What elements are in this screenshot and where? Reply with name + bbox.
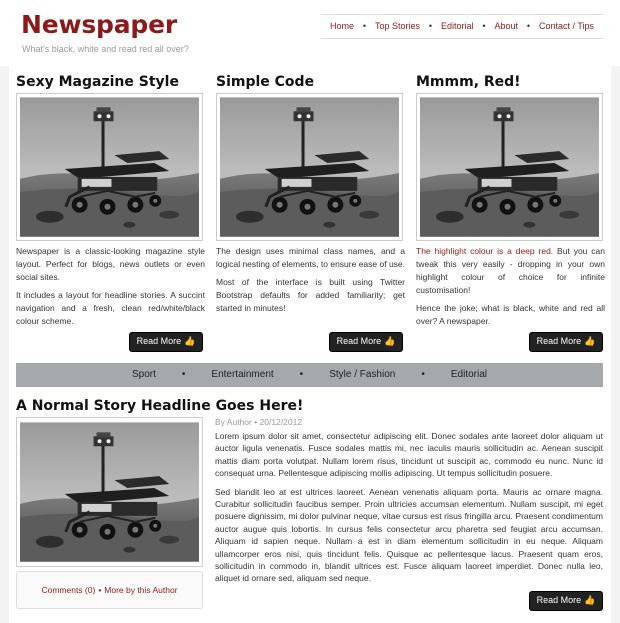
story-image[interactable] — [16, 417, 203, 567]
read-more-button[interactable] — [529, 591, 603, 611]
top-navigation — [321, 14, 603, 39]
category-editorial[interactable]: Editorial — [450, 368, 487, 380]
feature-text: It includes a layout for headline stories. A succint navigation and a fresh, clean red/white/black colour scheme. — [16, 290, 205, 326]
feature-image[interactable] — [16, 93, 203, 241]
read-more-label: Read More — [536, 336, 582, 347]
feature-column — [216, 73, 405, 315]
highlight-text: The highlight colour is a deep red. — [416, 246, 554, 256]
feature-text: Newspaper is a classic-looking magazine style layout. Perfect for blogs, news outlets or even social sites. — [16, 246, 205, 282]
more-by-author-link[interactable]: More by this Author — [104, 584, 178, 595]
read-more-label: Read More — [136, 336, 182, 347]
category-sport[interactable]: Sport — [131, 368, 156, 380]
nav-separator: • — [526, 20, 531, 31]
thumbs-up-icon: 👍 — [184, 336, 196, 347]
story-body — [215, 416, 603, 591]
rover-image — [420, 97, 599, 237]
nav-item-contact[interactable]: Contact / Tips — [538, 20, 594, 31]
nav-separator: • — [482, 20, 486, 31]
comments-link[interactable]: Comments (0) — [41, 584, 96, 595]
category-separator: • — [181, 368, 186, 380]
read-more-label: Read More — [536, 595, 582, 606]
nav-item-editorial[interactable]: Editorial — [440, 20, 474, 31]
feature-text-rest: But you can tweak this very easily - dropping in your own highlight colour of choice for infinite customisation! — [416, 246, 605, 295]
thumbs-up-icon: 👍 — [584, 336, 596, 347]
feature-title[interactable]: Mmmm, Red! — [416, 74, 521, 90]
category-separator: • — [299, 368, 304, 380]
story-meta — [16, 571, 203, 609]
site-header — [0, 0, 620, 66]
site-tagline: What's black, white and read red all over? — [22, 44, 189, 54]
site-logo[interactable]: Newspaper — [21, 10, 178, 39]
feature-image[interactable] — [416, 93, 603, 241]
read-more-button[interactable] — [529, 332, 603, 352]
main-content — [9, 66, 611, 623]
category-style-fashion[interactable]: Style / Fashion — [329, 368, 396, 380]
feature-text — [416, 245, 605, 297]
meta-separator: • — [98, 584, 102, 595]
feature-title[interactable]: Simple Code — [216, 74, 315, 90]
feature-image[interactable] — [216, 93, 403, 241]
story-headline[interactable]: A Normal Story Headline Goes Here! — [16, 398, 304, 414]
thumbs-up-icon: 👍 — [384, 336, 396, 347]
rover-image — [220, 97, 399, 237]
category-entertainment[interactable]: Entertainment — [211, 368, 274, 380]
feature-text: Most of the interface is built using Twitter Bootstrap defaults for added familiarity; get started in minutes! — [216, 277, 405, 313]
feature-column — [416, 73, 605, 328]
story-paragraph: Lorem ipsum dolor sit amet, consectetur adipiscing elit. Donec sodales ante laoreet dolor aliquam ut auctor ligula venenatis. Fusce sodales mattis mi, nec iaculis mauris sollicitudin ac. Aenean suscipit mattis diam porta volutpat. Nullam lorem risus, tincidunt ut suscipit ac, commodo eu nunc. Nunc id consequat urna. Pellentesque adipiscing mollis adipiscing. Ut tempus sollicitudin posuere. — [215, 431, 603, 479]
rover-image — [20, 421, 199, 563]
read-more-label: Read More — [336, 336, 382, 347]
read-more-button[interactable] — [329, 332, 403, 352]
nav-item-top-stories[interactable]: Top Stories — [374, 20, 421, 31]
rover-image — [20, 97, 199, 237]
nav-item-home[interactable]: Home — [330, 20, 355, 31]
feature-text: The design uses minimal class names, and a logical nesting of elements, to ensure ease of use. — [216, 246, 406, 269]
read-more-button[interactable] — [129, 332, 203, 352]
nav-separator: • — [428, 20, 433, 31]
nav-item-about[interactable]: About — [494, 20, 518, 31]
category-separator: • — [421, 368, 425, 380]
story-paragraph: Sed blandit leo at est ultrices laoreet. Aenean venenatis aliquam porta. Mauris ac ornare magna. Curabitur sollicitudin faucibus semper. Proin ultricies accumsan elementum. Nullam suscipit, mi eget posuere dignissim, mi dolor pulvinar neque, vitae cursus est risus fringilla arcu. Praesent condimentum auctor augue quis lobortis. In cursus felis consectetur arcu pharetra sed feugiat arcu accumsan. Aliquam id sapien neque. Nullam a est in diam elementum sollicitudin in eu neque. Aliquam ullamcorper eros nisi, quis tincidunt felis. Quisque ac pellentesque lacus. Praesent quam eros, sollicitudin in commodo in, blandit ultrices est. Fusce aliquam laoreet imperdiet. Donec nulla leo, aliquet id ornare sed, aliquam sed neque. — [215, 486, 603, 584]
thumbs-up-icon: 👍 — [584, 595, 596, 606]
story-byline: By Author • 20/12/2012 — [215, 417, 303, 427]
nav-separator: • — [362, 20, 367, 31]
feature-text: Hence the joke; what is black, white and red all over? A newspaper. — [416, 303, 605, 326]
category-bar — [16, 363, 603, 387]
feature-column — [16, 73, 205, 328]
feature-title[interactable]: Sexy Magazine Style — [16, 74, 179, 90]
